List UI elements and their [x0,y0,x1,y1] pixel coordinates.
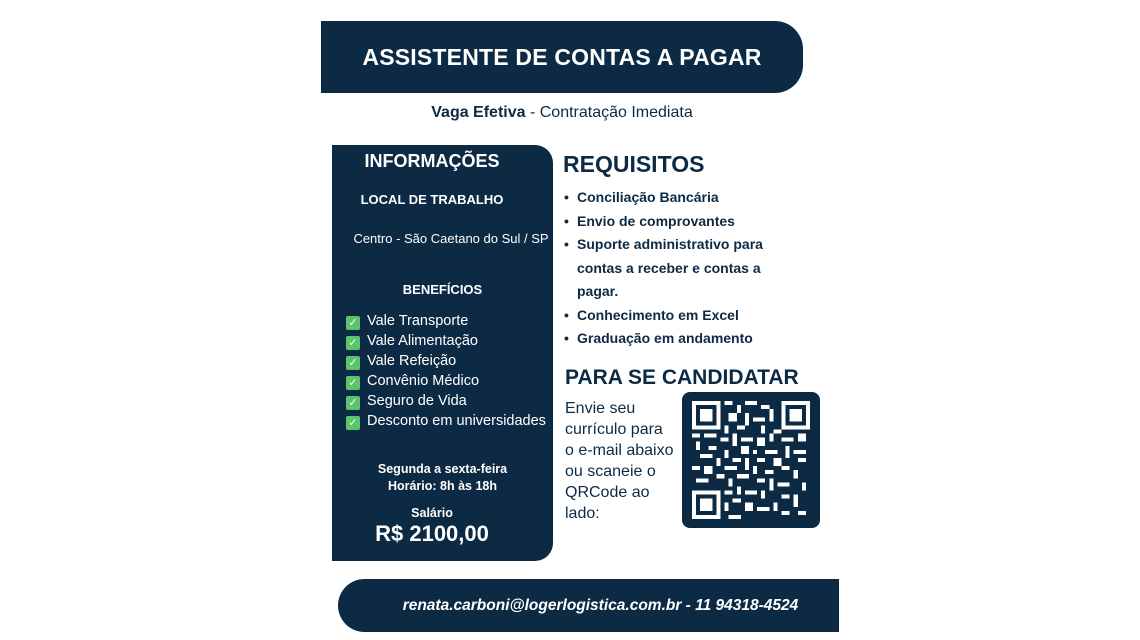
requirement-item: • Conhecimento em Excel [563,304,803,328]
benefit-label: Vale Transporte [367,313,469,329]
requirement-item: • Conciliação Bancária [563,186,803,210]
local-value: Centro - São Caetano do Sul / SP [353,231,549,246]
benefit-label: Seguro de Vida [367,393,467,409]
salary-value: R$ 2100,00 [375,521,489,546]
apply-text: Envie seu currículo para o e-mail abaixo ou scaneie o QRCode ao lado: [565,400,674,522]
requirements-list [563,186,803,351]
requirement-item: • Graduação em andamento [563,327,803,351]
schedule-hours: Horário: 8h às 18h [387,479,498,493]
benefits-list [346,311,546,431]
local-label: LOCAL DE TRABALHO [360,192,504,207]
benefits-label: BENEFÍCIOS [402,282,483,297]
requirement-item: • Suporte administrativo para contas a receber e contas a pagar. [563,233,803,304]
benefit-item [346,391,546,411]
subtitle-rest: - Contratação Imediata [525,104,693,121]
contact-email-phone[interactable]: renata.carboni@logerlogistica.com.br - 11 94318-4524 [402,596,799,614]
benefit-item [346,311,546,331]
benefit-item [346,371,546,391]
title-banner [321,21,803,93]
checkbox-icon: ✓ [346,416,360,430]
checkbox-icon: ✓ [346,316,360,330]
schedule [332,461,553,495]
requirement-item: • Envio de comprovantes [563,210,803,234]
subtitle [321,104,803,122]
info-heading: INFORMAÇÕES [364,151,500,171]
qr-code-icon [691,401,811,519]
benefit-label: Desconto em universidades [367,413,546,429]
benefit-item [346,351,546,371]
checkbox-icon: ✓ [346,336,360,350]
checkbox-icon: ✓ [346,396,360,410]
benefit-item [346,331,546,351]
checkbox-icon: ✓ [346,356,360,370]
schedule-days: Segunda a sexta-feira [377,462,508,476]
subtitle-bold: Vaga Efetiva [431,104,526,121]
checkbox-icon: ✓ [346,376,360,390]
page-title: ASSISTENTE DE CONTAS A PAGAR [362,43,762,70]
info-panel [332,145,553,561]
salary-label: Salário [411,506,453,520]
benefit-label: Convênio Médico [367,373,480,389]
apply-heading: PARA SE CANDIDATAR [565,366,799,389]
qr-code[interactable] [682,392,820,528]
requirements-heading: REQUISITOS [563,151,705,177]
benefit-label: Vale Refeição [367,353,457,369]
benefit-label: Vale Alimentação [367,333,478,349]
benefit-item [346,411,546,431]
contact-banner [338,579,839,632]
